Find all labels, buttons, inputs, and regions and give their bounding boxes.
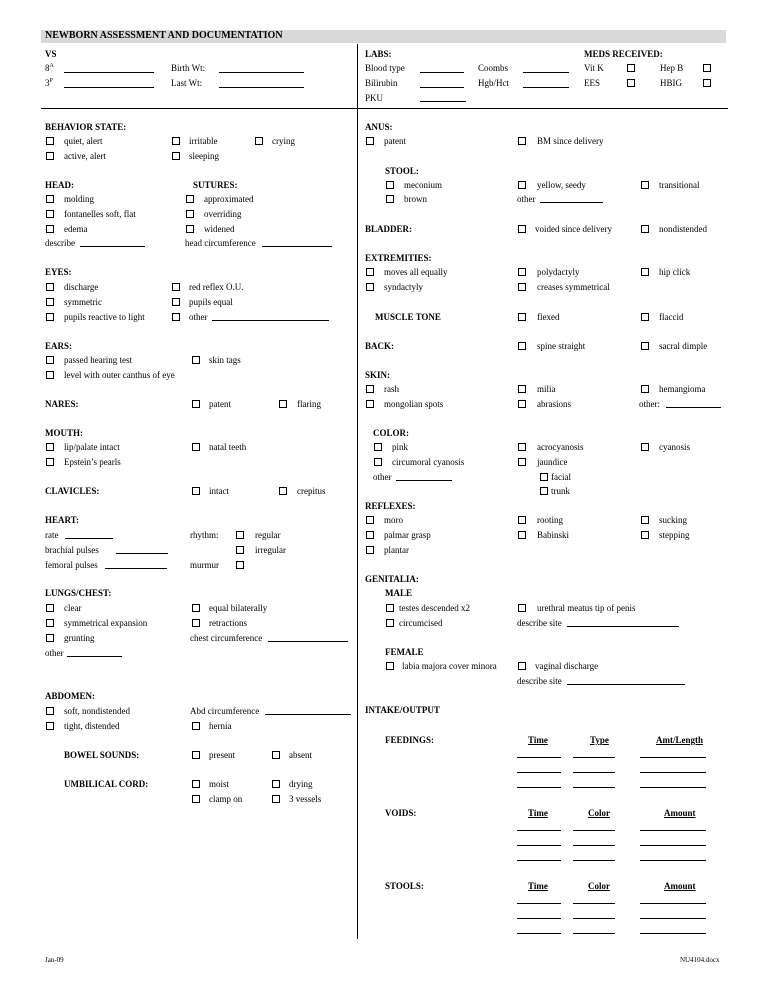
hgb-label: Hgb/Hct	[478, 78, 509, 88]
stools-time-field-3[interactable]	[517, 933, 561, 934]
rate-label: rate	[45, 530, 59, 540]
mongolian-label: mongolian spots	[384, 399, 444, 409]
head-describe-label: describe	[45, 238, 75, 248]
sleeping-label: sleeping	[189, 151, 219, 161]
bowel-heading: BOWEL SOUNDS:	[64, 750, 140, 760]
yellow-checkbox[interactable]	[518, 181, 526, 189]
skin-other-field[interactable]	[666, 407, 721, 408]
eyes-other-field[interactable]	[212, 320, 329, 321]
hepb-label: Hep B	[660, 63, 684, 73]
head-circ-label: head circumference	[185, 238, 256, 248]
absent-checkbox[interactable]	[272, 751, 280, 759]
circumoral-checkbox[interactable]	[374, 458, 382, 466]
male-describe-label: describe site	[517, 618, 562, 628]
moist-label: moist	[209, 779, 230, 789]
female-describe-label: describe site	[517, 676, 562, 686]
irregular-checkbox[interactable]	[236, 546, 244, 554]
creases-label: creases symmetrical	[537, 282, 610, 292]
feedings-amt-field-3[interactable]	[640, 787, 706, 788]
bm-checkbox[interactable]	[518, 137, 526, 145]
voided-checkbox[interactable]	[518, 225, 526, 233]
anus-heading: ANUS:	[365, 122, 393, 132]
anus-patent-checkbox[interactable]	[366, 137, 374, 145]
hernia-checkbox[interactable]	[192, 722, 200, 730]
moro-checkbox[interactable]	[366, 516, 374, 524]
back-heading: BACK:	[365, 341, 394, 351]
symmetrical-expansion-label: symmetrical expansion	[64, 618, 148, 628]
acrocyanosis-checkbox[interactable]	[518, 443, 526, 451]
vaginal-checkbox[interactable]	[518, 662, 526, 670]
facial-checkbox[interactable]	[540, 473, 548, 481]
facial-label: facial	[551, 472, 571, 482]
fontanelles-checkbox[interactable]	[46, 210, 54, 218]
moist-checkbox[interactable]	[192, 780, 200, 788]
quiet-alert-label: quiet, alert	[64, 136, 103, 146]
feedings-time-header: Time	[528, 735, 548, 745]
vessels-label: 3 vessels	[289, 794, 322, 804]
genitalia-heading: GENITALIA:	[365, 574, 419, 584]
stool-other-label: other	[517, 194, 536, 204]
discharge-checkbox[interactable]	[46, 283, 54, 291]
stools-amount-header: Amount	[664, 881, 696, 891]
birth-wt-field[interactable]	[219, 72, 304, 73]
milia-label: milia	[537, 384, 556, 394]
clamp-label: clamp on	[209, 794, 243, 804]
hepb-checkbox[interactable]	[703, 64, 711, 72]
syndactyly-label: syndactyly	[384, 282, 423, 292]
vessels-checkbox[interactable]	[272, 795, 280, 803]
pku-label: PKU	[365, 93, 384, 103]
color-heading: COLOR:	[373, 428, 409, 438]
lip-palate-label: lip/palate intact	[64, 442, 120, 452]
muscle-tone-heading: MUSCLE TONE	[375, 312, 441, 322]
red-reflex-checkbox[interactable]	[172, 283, 180, 291]
milia-checkbox[interactable]	[518, 385, 526, 393]
lungs-heading: LUNGS/CHEST:	[45, 588, 112, 598]
feedings-time-field-2[interactable]	[517, 772, 561, 773]
sucking-label: sucking	[659, 515, 687, 525]
stools-time-field-1[interactable]	[517, 903, 561, 904]
heart-heading: HEART:	[45, 515, 80, 525]
hearing-label: passed hearing test	[64, 355, 132, 365]
blood-type-label: Blood type	[365, 63, 405, 73]
stools-amount-field-3[interactable]	[640, 933, 706, 934]
red-reflex-label: red reflex O.U.	[189, 282, 244, 292]
voids-time-field-2[interactable]	[517, 845, 561, 846]
head-describe-field[interactable]	[80, 246, 145, 247]
jaundice-label: jaundice	[537, 457, 568, 467]
polydactyly-checkbox[interactable]	[518, 268, 526, 276]
spine-checkbox[interactable]	[518, 342, 526, 350]
molding-checkbox[interactable]	[46, 195, 54, 203]
io-heading: INTAKE/OUTPUT	[365, 705, 440, 715]
hearing-checkbox[interactable]	[46, 356, 54, 364]
vs-heading: VS	[45, 49, 57, 59]
absent-label: absent	[289, 750, 312, 760]
feedings-heading: FEEDINGS:	[385, 735, 435, 745]
abrasions-label: abrasions	[537, 399, 571, 409]
sacral-checkbox[interactable]	[641, 342, 649, 350]
pupils-reactive-label: pupils reactive to light	[64, 312, 145, 322]
crying-label: crying	[272, 136, 295, 146]
umbilical-heading: UMBILICAL CORD:	[64, 779, 149, 789]
eyes-other-checkbox[interactable]	[172, 313, 180, 321]
trunk-label: trunk	[551, 486, 570, 496]
widened-checkbox[interactable]	[186, 225, 194, 233]
drying-label: drying	[289, 779, 313, 789]
clear-label: clear	[64, 603, 82, 613]
flaccid-label: flaccid	[659, 312, 684, 322]
footer-date: Jan-09	[45, 956, 64, 964]
voids-color-field-2[interactable]	[573, 845, 615, 846]
hbig-checkbox[interactable]	[703, 79, 711, 87]
stepping-label: stepping	[659, 530, 690, 540]
abdomen-heading: ABDOMEN:	[45, 691, 95, 701]
irritable-checkbox[interactable]	[172, 137, 180, 145]
regular-checkbox[interactable]	[236, 531, 244, 539]
stools-time-header: Time	[528, 881, 548, 891]
ears-heading: EARS:	[45, 341, 73, 351]
bm-label: BM since delivery	[537, 136, 604, 146]
moves-label: moves all equally	[384, 267, 448, 277]
labia-checkbox[interactable]	[386, 662, 394, 670]
soft-checkbox[interactable]	[46, 707, 54, 715]
equal-bilaterally-checkbox[interactable]	[192, 604, 200, 612]
meatus-checkbox[interactable]	[518, 604, 526, 612]
crying-checkbox[interactable]	[255, 137, 263, 145]
polydactyly-label: polydactyly	[537, 267, 580, 277]
plantar-checkbox[interactable]	[366, 546, 374, 554]
nares-heading: NARES:	[45, 399, 79, 409]
feedings-type-field-2[interactable]	[573, 772, 615, 773]
head-heading: HEAD:	[45, 180, 74, 190]
brachial-label: brachial pulses	[45, 545, 99, 555]
feedings-time-field-1[interactable]	[517, 757, 561, 758]
present-label: present	[209, 750, 235, 760]
discharge-label: discharge	[64, 282, 99, 292]
active-alert-checkbox[interactable]	[46, 152, 54, 160]
extremities-heading: EXTREMITIES:	[365, 253, 432, 263]
regular-label: regular	[255, 530, 281, 540]
overriding-label: overriding	[204, 209, 242, 219]
eyes-other-label: other	[189, 312, 208, 322]
skin-heading: SKIN:	[365, 370, 391, 380]
flexed-checkbox[interactable]	[518, 313, 526, 321]
vitk-label: Vit K	[584, 63, 604, 73]
abd-circ-field[interactable]	[265, 714, 351, 715]
epstein-label: Epstein’s pearls	[64, 457, 121, 467]
femoral-label: femoral pulses	[45, 560, 98, 570]
abd-circ-label: Abd circumference	[190, 706, 260, 716]
intact-label: intact	[209, 486, 229, 496]
meconium-label: meconium	[404, 180, 442, 190]
sacral-label: sacral dimple	[659, 341, 708, 351]
coombs-label: Coombs	[478, 63, 509, 73]
nondistended-checkbox[interactable]	[641, 225, 649, 233]
reflexes-heading: REFLEXES:	[365, 501, 416, 511]
flaring-checkbox[interactable]	[279, 400, 287, 408]
circumcised-label: circumcised	[399, 618, 443, 628]
rash-checkbox[interactable]	[366, 385, 374, 393]
rash-label: rash	[384, 384, 399, 394]
blood-type-field[interactable]	[420, 72, 464, 73]
tight-checkbox[interactable]	[46, 722, 54, 730]
feedings-amt-field-1[interactable]	[640, 757, 706, 758]
top-vertical-divider	[357, 44, 358, 108]
rooting-checkbox[interactable]	[518, 516, 526, 524]
feedings-amt-header: Amt/Length	[656, 735, 703, 745]
overriding-checkbox[interactable]	[186, 210, 194, 218]
feedings-type-header: Type	[590, 735, 609, 745]
nares-patent-checkbox[interactable]	[192, 400, 200, 408]
stools-amount-field-2[interactable]	[640, 918, 706, 919]
lip-palate-checkbox[interactable]	[46, 443, 54, 451]
level-checkbox[interactable]	[46, 371, 54, 379]
edema-label: edema	[64, 224, 88, 234]
testes-checkbox[interactable]	[386, 604, 394, 612]
stool-other-field[interactable]	[540, 202, 603, 203]
clear-checkbox[interactable]	[46, 604, 54, 612]
lungs-other-field[interactable]	[67, 656, 122, 657]
pku-field[interactable]	[420, 101, 466, 102]
grunting-checkbox[interactable]	[46, 634, 54, 642]
horizontal-divider	[41, 108, 728, 109]
voids-color-header: Color	[588, 808, 610, 818]
molding-label: molding	[64, 194, 95, 204]
page-title: NEWBORN ASSESSMENT AND DOCUMENTATION	[45, 30, 283, 41]
voids-color-field-1[interactable]	[573, 830, 615, 831]
female-describe-field[interactable]	[567, 684, 685, 685]
sutures-heading: SUTURES:	[193, 180, 238, 190]
labia-label: labia majora cover minora	[402, 661, 497, 671]
cyanosis-checkbox[interactable]	[641, 443, 649, 451]
mongolian-checkbox[interactable]	[366, 400, 374, 408]
brachial-field[interactable]	[116, 553, 168, 554]
ees-label: EES	[584, 78, 601, 88]
stools-color-field-1[interactable]	[573, 903, 615, 904]
chest-circ-field[interactable]	[268, 641, 348, 642]
hbig-label: HBIG	[660, 78, 682, 88]
feedings-amt-field-2[interactable]	[640, 772, 706, 773]
voids-amount-field-3[interactable]	[640, 860, 706, 861]
active-alert-label: active, alert	[64, 151, 106, 161]
pink-checkbox[interactable]	[374, 443, 382, 451]
grunting-label: grunting	[64, 633, 95, 643]
symmetric-checkbox[interactable]	[46, 298, 54, 306]
trunk-checkbox[interactable]	[540, 487, 548, 495]
babinski-checkbox[interactable]	[518, 531, 526, 539]
natal-teeth-checkbox[interactable]	[192, 443, 200, 451]
circumoral-label: circumoral cyanosis	[392, 457, 465, 467]
vs-row2-label: $3^P$	[45, 78, 53, 88]
voided-label: voided since delivery	[535, 224, 612, 234]
jaundice-checkbox[interactable]	[518, 458, 526, 466]
crepitus-checkbox[interactable]	[279, 487, 287, 495]
babinski-label: Babinski	[537, 530, 570, 540]
bilirubin-label: Bilirubin	[365, 78, 398, 88]
vs-row2-field[interactable]	[64, 87, 154, 88]
last-wt-label: Last Wt:	[171, 78, 203, 88]
brown-checkbox[interactable]	[386, 195, 394, 203]
color-other-label: other	[373, 472, 392, 482]
murmur-label: murmur	[190, 560, 219, 570]
retractions-checkbox[interactable]	[192, 619, 200, 627]
labs-heading: LABS:	[365, 49, 392, 59]
widened-label: widened	[204, 224, 235, 234]
approximated-label: approximated	[204, 194, 254, 204]
sleeping-checkbox[interactable]	[172, 152, 180, 160]
pupils-equal-label: pupils equal	[189, 297, 233, 307]
epstein-checkbox[interactable]	[46, 458, 54, 466]
soft-label: soft, nondistended	[64, 706, 130, 716]
intact-checkbox[interactable]	[192, 487, 200, 495]
symmetrical-expansion-checkbox[interactable]	[46, 619, 54, 627]
voids-color-field-3[interactable]	[573, 860, 615, 861]
voids-amount-header: Amount	[664, 808, 696, 818]
skin-tags-checkbox[interactable]	[192, 356, 200, 364]
feedings-time-field-3[interactable]	[517, 787, 561, 788]
present-checkbox[interactable]	[192, 751, 200, 759]
head-circ-field[interactable]	[262, 246, 332, 247]
nares-patent-label: patent	[209, 399, 231, 409]
last-wt-field[interactable]	[219, 87, 304, 88]
femoral-field[interactable]	[105, 568, 167, 569]
behavior-heading: BEHAVIOR STATE:	[45, 122, 127, 132]
stools-color-field-3[interactable]	[573, 933, 615, 934]
vertical-divider	[357, 109, 358, 939]
vitk-checkbox[interactable]	[627, 64, 635, 72]
voids-time-field-3[interactable]	[517, 860, 561, 861]
meconium-checkbox[interactable]	[386, 181, 394, 189]
hip-click-checkbox[interactable]	[641, 268, 649, 276]
pupils-reactive-checkbox[interactable]	[46, 313, 54, 321]
ees-checkbox[interactable]	[627, 79, 635, 87]
bladder-heading: BLADDER:	[365, 224, 413, 234]
feedings-type-field-3[interactable]	[573, 787, 615, 788]
quiet-alert-checkbox[interactable]	[46, 137, 54, 145]
bilirubin-field[interactable]	[420, 87, 464, 88]
plantar-label: plantar	[384, 545, 409, 555]
approximated-checkbox[interactable]	[186, 195, 194, 203]
male-describe-field[interactable]	[567, 626, 679, 627]
rhythm-label: rhythm:	[190, 530, 219, 540]
voids-time-header: Time	[528, 808, 548, 818]
color-other-field[interactable]	[396, 480, 452, 481]
tight-label: tight, distended	[64, 721, 120, 731]
spine-label: spine straight	[537, 341, 586, 351]
lungs-other-label: other	[45, 648, 64, 658]
male-heading: MALE	[385, 588, 412, 598]
clavicles-heading: CLAVICLES:	[45, 486, 100, 496]
rate-field[interactable]	[65, 538, 113, 539]
voids-heading: VOIDS:	[385, 808, 417, 818]
level-label: level with outer canthus of eye	[64, 370, 175, 380]
meatus-label: urethral meatus tip of penis	[537, 603, 636, 613]
coombs-field[interactable]	[523, 72, 569, 73]
acrocyanosis-label: acrocyanosis	[537, 442, 584, 452]
footer-docname: NU4104.docx	[680, 956, 720, 964]
crepitus-label: crepitus	[297, 486, 326, 496]
edema-checkbox[interactable]	[46, 225, 54, 233]
pupils-equal-checkbox[interactable]	[172, 298, 180, 306]
hgb-field[interactable]	[523, 87, 569, 88]
birth-wt-label: Birth Wt:	[171, 63, 206, 73]
transitional-checkbox[interactable]	[641, 181, 649, 189]
irregular-label: irregular	[255, 545, 286, 555]
palmar-label: palmar grasp	[384, 530, 431, 540]
flexed-label: flexed	[537, 312, 560, 322]
stool-heading: STOOL:	[385, 166, 419, 176]
female-heading: FEMALE	[385, 647, 424, 657]
rooting-label: rooting	[537, 515, 563, 525]
retractions-label: retractions	[209, 618, 247, 628]
anus-patent-label: patent	[384, 136, 406, 146]
drying-checkbox[interactable]	[272, 780, 280, 788]
brown-label: brown	[404, 194, 427, 204]
hemangioma-checkbox[interactable]	[641, 385, 649, 393]
symmetric-label: symmetric	[64, 297, 102, 307]
clamp-checkbox[interactable]	[192, 795, 200, 803]
voids-amount-field-1[interactable]	[640, 830, 706, 831]
natal-teeth-label: natal teeth	[209, 442, 247, 452]
feedings-type-field-1[interactable]	[573, 757, 615, 758]
circumcised-checkbox[interactable]	[386, 619, 394, 627]
murmur-checkbox[interactable]	[236, 561, 244, 569]
stools-color-header: Color	[588, 881, 610, 891]
vs-row1-field[interactable]	[64, 72, 154, 73]
testes-label: testes descended x2	[399, 603, 470, 613]
moves-checkbox[interactable]	[366, 268, 374, 276]
cyanosis-label: cyanosis	[659, 442, 690, 452]
stools-time-field-2[interactable]	[517, 918, 561, 919]
nondistended-label: nondistended	[659, 224, 707, 234]
voids-time-field-1[interactable]	[517, 830, 561, 831]
creases-checkbox[interactable]	[518, 283, 526, 291]
vs-row1-label: $8^A$	[45, 63, 54, 73]
stools-amount-field-1[interactable]	[640, 903, 706, 904]
flaring-label: flaring	[297, 399, 321, 409]
voids-amount-field-2[interactable]	[640, 845, 706, 846]
skin-other-label: other:	[639, 399, 660, 409]
transitional-label: transitional	[659, 180, 700, 190]
hip-click-label: hip click	[659, 267, 691, 277]
mouth-heading: MOUTH:	[45, 428, 83, 438]
vaginal-label: vaginal discharge	[535, 661, 599, 671]
pink-label: pink	[392, 442, 409, 452]
meds-heading: MEDS RECEIVED:	[584, 49, 663, 59]
hernia-label: hernia	[209, 721, 232, 731]
stepping-checkbox[interactable]	[641, 531, 649, 539]
yellow-label: yellow, seedy	[537, 180, 586, 190]
flaccid-checkbox[interactable]	[641, 313, 649, 321]
sucking-checkbox[interactable]	[641, 516, 649, 524]
moro-label: moro	[384, 515, 403, 525]
hemangioma-label: hemangioma	[659, 384, 706, 394]
abrasions-checkbox[interactable]	[518, 400, 526, 408]
irritable-label: irritable	[189, 136, 218, 146]
syndactyly-checkbox[interactable]	[366, 283, 374, 291]
skin-tags-label: skin tags	[209, 355, 241, 365]
chest-circ-label: chest circumference	[190, 633, 263, 643]
stools-color-field-2[interactable]	[573, 918, 615, 919]
fontanelles-label: fontanelles soft, flat	[64, 209, 136, 219]
eyes-heading: EYES:	[45, 267, 72, 277]
equal-bilaterally-label: equal bilaterally	[209, 603, 268, 613]
palmar-checkbox[interactable]	[366, 531, 374, 539]
stools-heading: STOOLS:	[385, 881, 424, 891]
